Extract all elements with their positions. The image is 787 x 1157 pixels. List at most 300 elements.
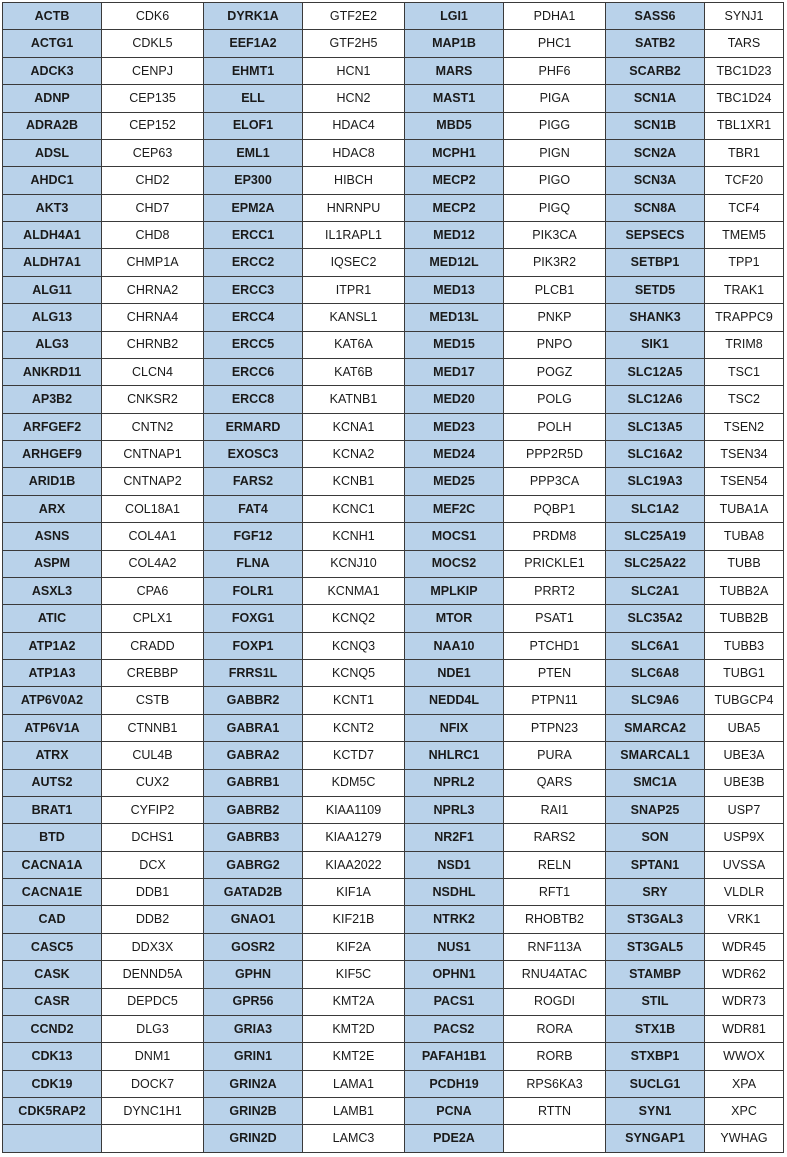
gene-cell: MED12 — [405, 222, 504, 249]
gene-cell: ARFGEF2 — [3, 413, 102, 440]
table-row — [3, 249, 784, 276]
gene-cell: PCNA — [405, 1098, 504, 1125]
gene-cell: TRAPPC9 — [705, 304, 784, 331]
gene-cell: MED13 — [405, 276, 504, 303]
gene-cell: XPC — [705, 1098, 784, 1125]
gene-cell: MOCS1 — [405, 523, 504, 550]
gene-cell: XPA — [705, 1070, 784, 1097]
gene-cell — [3, 1125, 102, 1153]
gene-cell: KCNC1 — [303, 495, 405, 522]
gene-cell: PIGQ — [504, 194, 606, 221]
gene-cell: DDB2 — [102, 906, 204, 933]
gene-cell: SMC1A — [606, 769, 705, 796]
gene-cell: ADNP — [3, 85, 102, 112]
gene-cell: WDR45 — [705, 933, 784, 960]
gene-cell: RAI1 — [504, 796, 606, 823]
gene-cell: ADCK3 — [3, 57, 102, 84]
gene-cell: MCPH1 — [405, 139, 504, 166]
gene-cell: CDKL5 — [102, 30, 204, 57]
gene-cell: MAST1 — [405, 85, 504, 112]
gene-cell: ST3GAL3 — [606, 906, 705, 933]
gene-cell: DEPDC5 — [102, 988, 204, 1015]
table-row — [3, 386, 784, 413]
gene-cell: KANSL1 — [303, 304, 405, 331]
gene-cell: NDE1 — [405, 660, 504, 687]
gene-cell: EEF1A2 — [204, 30, 303, 57]
gene-cell: TBC1D23 — [705, 57, 784, 84]
gene-cell: KCNJ10 — [303, 550, 405, 577]
gene-cell: GABBR2 — [204, 687, 303, 714]
gene-cell: FOXG1 — [204, 605, 303, 632]
gene-cell: COL18A1 — [102, 495, 204, 522]
gene-cell: SIK1 — [606, 331, 705, 358]
gene-cell: PHF6 — [504, 57, 606, 84]
gene-cell: MPLKIP — [405, 577, 504, 604]
gene-cell: EXOSC3 — [204, 441, 303, 468]
gene-cell: UBA5 — [705, 714, 784, 741]
gene-cell: SNAP25 — [606, 796, 705, 823]
gene-cell: KMT2A — [303, 988, 405, 1015]
gene-cell: SPTAN1 — [606, 851, 705, 878]
gene-cell: CHD7 — [102, 194, 204, 221]
gene-cell: TARS — [705, 30, 784, 57]
gene-cell: MED23 — [405, 413, 504, 440]
table-row — [3, 194, 784, 221]
gene-cell: PDHA1 — [504, 3, 606, 30]
gene-cell: STX1B — [606, 1015, 705, 1042]
gene-cell: CLCN4 — [102, 358, 204, 385]
table-row — [3, 1070, 784, 1097]
table-row — [3, 304, 784, 331]
gene-cell: TSC1 — [705, 358, 784, 385]
gene-cell: MED24 — [405, 441, 504, 468]
gene-cell: NHLRC1 — [405, 742, 504, 769]
gene-cell: TCF20 — [705, 167, 784, 194]
gene-cell: PPP3CA — [504, 468, 606, 495]
gene-cell: KCNQ5 — [303, 660, 405, 687]
gene-cell: CHD8 — [102, 222, 204, 249]
gene-cell: SYN1 — [606, 1098, 705, 1125]
gene-cell: UBE3B — [705, 769, 784, 796]
table-row — [3, 550, 784, 577]
gene-cell: DYNC1H1 — [102, 1098, 204, 1125]
gene-cell: RNU4ATAC — [504, 961, 606, 988]
gene-cell: CREBBP — [102, 660, 204, 687]
gene-cell: GABRA2 — [204, 742, 303, 769]
table-row — [3, 222, 784, 249]
gene-cell: ERCC8 — [204, 386, 303, 413]
gene-cell: POLG — [504, 386, 606, 413]
gene-cell: FOLR1 — [204, 577, 303, 604]
gene-cell: DCX — [102, 851, 204, 878]
gene-cell: HCN2 — [303, 85, 405, 112]
gene-cell: SYNJ1 — [705, 3, 784, 30]
gene-cell: CEP152 — [102, 112, 204, 139]
gene-cell: VLDLR — [705, 879, 784, 906]
gene-cell: SEPSECS — [606, 222, 705, 249]
gene-cell: SASS6 — [606, 3, 705, 30]
gene-cell: CTNNB1 — [102, 714, 204, 741]
table-row — [3, 742, 784, 769]
gene-cell: KCNA1 — [303, 413, 405, 440]
gene-cell: SLC16A2 — [606, 441, 705, 468]
gene-cell — [102, 1125, 204, 1153]
gene-cell: TBR1 — [705, 139, 784, 166]
gene-cell: SRY — [606, 879, 705, 906]
gene-cell: TUBGCP4 — [705, 687, 784, 714]
gene-cell: LGI1 — [405, 3, 504, 30]
gene-table-body — [3, 3, 784, 1153]
gene-cell: CEP135 — [102, 85, 204, 112]
gene-cell: KMT2E — [303, 1043, 405, 1070]
gene-cell: TBL1XR1 — [705, 112, 784, 139]
gene-cell: PQBP1 — [504, 495, 606, 522]
gene-cell: TSEN2 — [705, 413, 784, 440]
gene-cell: RORB — [504, 1043, 606, 1070]
gene-cell: HNRNPU — [303, 194, 405, 221]
gene-cell: PNPO — [504, 331, 606, 358]
gene-cell: PTPN11 — [504, 687, 606, 714]
gene-cell: SLC13A5 — [606, 413, 705, 440]
gene-cell: KDM5C — [303, 769, 405, 796]
table-row — [3, 879, 784, 906]
table-row — [3, 605, 784, 632]
gene-cell: SON — [606, 824, 705, 851]
table-row — [3, 167, 784, 194]
gene-cell: MBD5 — [405, 112, 504, 139]
gene-cell: FAT4 — [204, 495, 303, 522]
gene-cell: GRIN2D — [204, 1125, 303, 1153]
gene-cell: MEF2C — [405, 495, 504, 522]
gene-cell: SLC6A8 — [606, 660, 705, 687]
gene-cell: PIGN — [504, 139, 606, 166]
gene-cell: ST3GAL5 — [606, 933, 705, 960]
gene-cell: KCNH1 — [303, 523, 405, 550]
gene-cell: SCN2A — [606, 139, 705, 166]
gene-cell: PIK3CA — [504, 222, 606, 249]
gene-cell: MOCS2 — [405, 550, 504, 577]
gene-cell: GABRG2 — [204, 851, 303, 878]
gene-cell: NSDHL — [405, 879, 504, 906]
gene-cell: GABRB2 — [204, 796, 303, 823]
gene-cell: PRICKLE1 — [504, 550, 606, 577]
gene-cell: ACTG1 — [3, 30, 102, 57]
gene-cell: STAMBP — [606, 961, 705, 988]
gene-cell: PIGO — [504, 167, 606, 194]
table-row — [3, 577, 784, 604]
gene-cell: GRIN2A — [204, 1070, 303, 1097]
gene-cell: PIGA — [504, 85, 606, 112]
gene-cell: ROGDI — [504, 988, 606, 1015]
gene-cell: DLG3 — [102, 1015, 204, 1042]
gene-cell: TPP1 — [705, 249, 784, 276]
gene-cell: USP9X — [705, 824, 784, 851]
gene-cell: TBC1D24 — [705, 85, 784, 112]
gene-cell: RORA — [504, 1015, 606, 1042]
table-row — [3, 906, 784, 933]
gene-cell: KCNA2 — [303, 441, 405, 468]
gene-cell: TUBA8 — [705, 523, 784, 550]
table-row — [3, 660, 784, 687]
gene-cell: HCN1 — [303, 57, 405, 84]
gene-cell: SMARCA2 — [606, 714, 705, 741]
gene-cell: PTEN — [504, 660, 606, 687]
table-row — [3, 933, 784, 960]
gene-cell: SLC6A1 — [606, 632, 705, 659]
gene-cell: TCF4 — [705, 194, 784, 221]
gene-cell: UVSSA — [705, 851, 784, 878]
gene-cell: PPP2R5D — [504, 441, 606, 468]
gene-cell: PIK3R2 — [504, 249, 606, 276]
gene-cell: ALG13 — [3, 304, 102, 331]
gene-cell: GTF2E2 — [303, 3, 405, 30]
gene-cell: ANKRD11 — [3, 358, 102, 385]
gene-cell: CNKSR2 — [102, 386, 204, 413]
gene-cell: HDAC8 — [303, 139, 405, 166]
gene-cell: CHRNA4 — [102, 304, 204, 331]
table-row — [3, 851, 784, 878]
gene-cell: KCNT1 — [303, 687, 405, 714]
gene-cell: PTCHD1 — [504, 632, 606, 659]
table-row — [3, 139, 784, 166]
gene-cell: CACNA1E — [3, 879, 102, 906]
gene-cell: AHDC1 — [3, 167, 102, 194]
gene-cell: GRIN2B — [204, 1098, 303, 1125]
table-row — [3, 824, 784, 851]
gene-cell: SETD5 — [606, 276, 705, 303]
gene-cell: MED12L — [405, 249, 504, 276]
gene-cell: WDR62 — [705, 961, 784, 988]
gene-cell: CASR — [3, 988, 102, 1015]
gene-cell: CHD2 — [102, 167, 204, 194]
gene-cell: CNTNAP2 — [102, 468, 204, 495]
gene-cell: PURA — [504, 742, 606, 769]
gene-cell: AUTS2 — [3, 769, 102, 796]
gene-cell: DNM1 — [102, 1043, 204, 1070]
gene-cell: GRIN1 — [204, 1043, 303, 1070]
gene-cell: NAA10 — [405, 632, 504, 659]
gene-cell: ITPR1 — [303, 276, 405, 303]
gene-cell: GABRA1 — [204, 714, 303, 741]
gene-cell: KIAA2022 — [303, 851, 405, 878]
gene-cell: VRK1 — [705, 906, 784, 933]
gene-cell: RTTN — [504, 1098, 606, 1125]
gene-cell: PDE2A — [405, 1125, 504, 1153]
table-row — [3, 988, 784, 1015]
gene-cell: TUBB — [705, 550, 784, 577]
gene-cell: KMT2D — [303, 1015, 405, 1042]
gene-cell: TUBB2B — [705, 605, 784, 632]
table-row — [3, 85, 784, 112]
gene-cell: ATRX — [3, 742, 102, 769]
gene-cell: KCNMA1 — [303, 577, 405, 604]
gene-cell: RNF113A — [504, 933, 606, 960]
gene-cell: SHANK3 — [606, 304, 705, 331]
gene-cell — [504, 1125, 606, 1153]
gene-cell: YWHAG — [705, 1125, 784, 1153]
gene-cell: TUBA1A — [705, 495, 784, 522]
gene-cell: TUBG1 — [705, 660, 784, 687]
gene-cell: AP3B2 — [3, 386, 102, 413]
gene-cell: ALDH7A1 — [3, 249, 102, 276]
gene-cell: RPS6KA3 — [504, 1070, 606, 1097]
gene-cell: CAD — [3, 906, 102, 933]
gene-cell: UBE3A — [705, 742, 784, 769]
gene-cell: FOXP1 — [204, 632, 303, 659]
gene-cell: FARS2 — [204, 468, 303, 495]
gene-cell: NSD1 — [405, 851, 504, 878]
gene-cell: AKT3 — [3, 194, 102, 221]
gene-cell: CDK5RAP2 — [3, 1098, 102, 1125]
gene-cell: MED25 — [405, 468, 504, 495]
gene-cell: SLC12A5 — [606, 358, 705, 385]
gene-cell: MTOR — [405, 605, 504, 632]
gene-cell: KIF1A — [303, 879, 405, 906]
gene-cell: SMARCAL1 — [606, 742, 705, 769]
gene-cell: ADSL — [3, 139, 102, 166]
gene-cell: KIF2A — [303, 933, 405, 960]
gene-cell: SCN1A — [606, 85, 705, 112]
gene-cell: SETBP1 — [606, 249, 705, 276]
gene-cell: ATP1A2 — [3, 632, 102, 659]
gene-cell: SCN3A — [606, 167, 705, 194]
table-row — [3, 714, 784, 741]
gene-cell: SLC9A6 — [606, 687, 705, 714]
gene-cell: KAT6B — [303, 358, 405, 385]
gene-cell: TMEM5 — [705, 222, 784, 249]
gene-cell: PNKP — [504, 304, 606, 331]
gene-cell: NUS1 — [405, 933, 504, 960]
gene-cell: QARS — [504, 769, 606, 796]
gene-cell: POLH — [504, 413, 606, 440]
gene-cell: CDK6 — [102, 3, 204, 30]
gene-cell: GOSR2 — [204, 933, 303, 960]
gene-cell: USP7 — [705, 796, 784, 823]
table-row — [3, 3, 784, 30]
gene-cell: ASPM — [3, 550, 102, 577]
gene-cell: PSAT1 — [504, 605, 606, 632]
gene-cell: PHC1 — [504, 30, 606, 57]
gene-cell: KIAA1109 — [303, 796, 405, 823]
table-row — [3, 632, 784, 659]
gene-cell: MED20 — [405, 386, 504, 413]
gene-cell: FGF12 — [204, 523, 303, 550]
gene-cell: CYFIP2 — [102, 796, 204, 823]
gene-cell: CNTN2 — [102, 413, 204, 440]
table-row — [3, 276, 784, 303]
gene-cell: MED13L — [405, 304, 504, 331]
gene-cell: PACS1 — [405, 988, 504, 1015]
gene-cell: SYNGAP1 — [606, 1125, 705, 1153]
gene-table — [2, 2, 784, 1153]
gene-cell: TSEN34 — [705, 441, 784, 468]
gene-cell: DCHS1 — [102, 824, 204, 851]
table-row — [3, 796, 784, 823]
table-row — [3, 441, 784, 468]
gene-cell: CENPJ — [102, 57, 204, 84]
table-row — [3, 523, 784, 550]
gene-cell: MECP2 — [405, 167, 504, 194]
gene-cell: LAMC3 — [303, 1125, 405, 1153]
gene-cell: BTD — [3, 824, 102, 851]
gene-cell: ATP1A3 — [3, 660, 102, 687]
gene-cell: ARX — [3, 495, 102, 522]
gene-cell: FLNA — [204, 550, 303, 577]
table-row — [3, 1043, 784, 1070]
table-row — [3, 358, 784, 385]
gene-cell: DENND5A — [102, 961, 204, 988]
gene-cell: NEDD4L — [405, 687, 504, 714]
gene-cell: TRAK1 — [705, 276, 784, 303]
gene-cell: ATP6V1A — [3, 714, 102, 741]
gene-cell: SCN1B — [606, 112, 705, 139]
table-row — [3, 495, 784, 522]
gene-cell: PLCB1 — [504, 276, 606, 303]
gene-cell: BRAT1 — [3, 796, 102, 823]
gene-cell: LAMB1 — [303, 1098, 405, 1125]
gene-cell: DDB1 — [102, 879, 204, 906]
gene-cell: KCNQ3 — [303, 632, 405, 659]
gene-cell: KIF5C — [303, 961, 405, 988]
gene-cell: SLC19A3 — [606, 468, 705, 495]
gene-cell: SLC2A1 — [606, 577, 705, 604]
gene-cell: ALG11 — [3, 276, 102, 303]
gene-cell: IQSEC2 — [303, 249, 405, 276]
gene-cell: EML1 — [204, 139, 303, 166]
gene-cell: ELOF1 — [204, 112, 303, 139]
gene-cell: GABRB1 — [204, 769, 303, 796]
gene-cell: GABRB3 — [204, 824, 303, 851]
table-row — [3, 687, 784, 714]
gene-cell: OPHN1 — [405, 961, 504, 988]
gene-cell: ARID1B — [3, 468, 102, 495]
gene-cell: GNAO1 — [204, 906, 303, 933]
gene-cell: EHMT1 — [204, 57, 303, 84]
gene-cell: PIGG — [504, 112, 606, 139]
gene-cell: ERCC2 — [204, 249, 303, 276]
gene-cell: CASK — [3, 961, 102, 988]
gene-cell: SCARB2 — [606, 57, 705, 84]
gene-cell: IL1RAPL1 — [303, 222, 405, 249]
gene-cell: CEP63 — [102, 139, 204, 166]
gene-cell: DDX3X — [102, 933, 204, 960]
gene-cell: SLC25A19 — [606, 523, 705, 550]
table-row — [3, 112, 784, 139]
gene-cell: GPHN — [204, 961, 303, 988]
gene-cell: CUX2 — [102, 769, 204, 796]
gene-cell: KCNQ2 — [303, 605, 405, 632]
gene-cell: CCND2 — [3, 1015, 102, 1042]
gene-cell: CUL4B — [102, 742, 204, 769]
gene-cell: PTPN23 — [504, 714, 606, 741]
gene-cell: LAMA1 — [303, 1070, 405, 1097]
gene-cell: KIAA1279 — [303, 824, 405, 851]
gene-cell: HDAC4 — [303, 112, 405, 139]
gene-cell: NPRL2 — [405, 769, 504, 796]
table-row — [3, 331, 784, 358]
gene-cell: CSTB — [102, 687, 204, 714]
gene-cell: KCNT2 — [303, 714, 405, 741]
gene-cell: EPM2A — [204, 194, 303, 221]
gene-cell: KCTD7 — [303, 742, 405, 769]
gene-cell: ASXL3 — [3, 577, 102, 604]
gene-cell: ERCC5 — [204, 331, 303, 358]
gene-cell: KATNB1 — [303, 386, 405, 413]
gene-cell: MED17 — [405, 358, 504, 385]
gene-cell: CASC5 — [3, 933, 102, 960]
gene-cell: SATB2 — [606, 30, 705, 57]
gene-cell: CHMP1A — [102, 249, 204, 276]
